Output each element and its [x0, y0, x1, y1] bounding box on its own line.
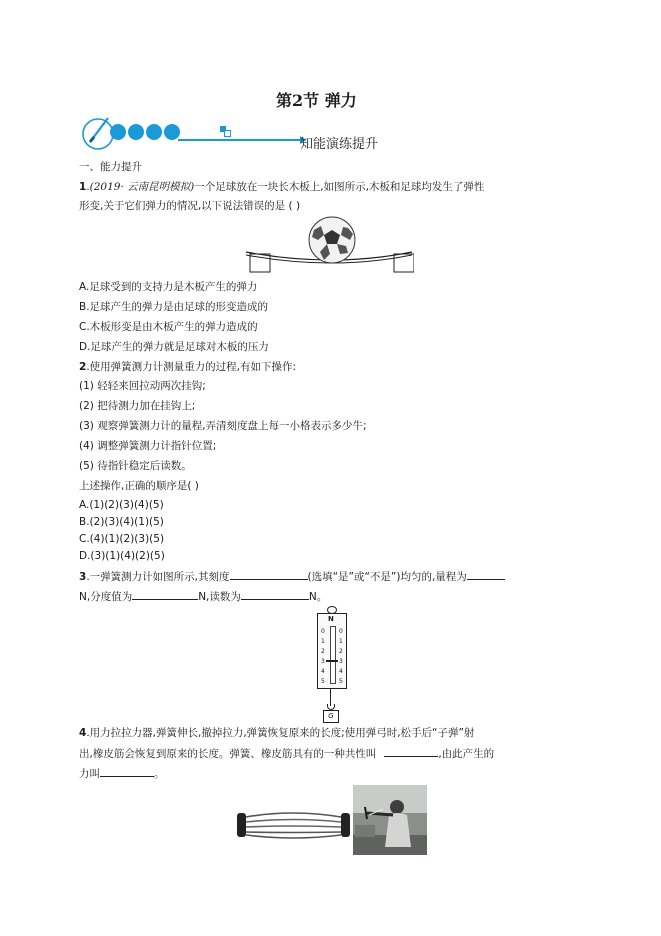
decor-dot-2 [128, 124, 144, 140]
scale-tick: 3 [321, 658, 325, 665]
q3-line2 [79, 589, 327, 604]
scale-tick: 1 [321, 638, 325, 645]
spring-scale-figure [315, 606, 349, 722]
q3-blank-uniform[interactable] [230, 569, 308, 580]
section-heading: 一、能力提升 [79, 161, 142, 173]
scale-tick-right: 1 [339, 638, 343, 645]
q1-stem-a: 一个足球放在一块长木板上,如图所示,木板和足球均发生了弹性 [194, 181, 485, 193]
decor-dot-3 [146, 124, 162, 140]
q4-line3-b: 。 [154, 768, 165, 780]
q4-line3 [79, 766, 165, 781]
q2-question: 上述操作,正确的顺序是( ) [79, 480, 199, 492]
q1-source: (2019· 云南昆明模拟) [89, 181, 195, 193]
scale-tick: 0 [321, 628, 325, 635]
chest-expander-figure [236, 805, 351, 845]
q2-option-a: A.(1)(2)(3)(4)(5) [79, 499, 164, 511]
q3-text-c: N,分度值为 [79, 591, 133, 603]
q1-option-a: A.足球受到的支持力是木板产生的弹力 [79, 281, 258, 293]
q2-step-5: (5) 待指针稳定后读数。 [79, 460, 192, 472]
q1-stem-line2: 形变,关于它们弹力的情况,以下说法错误的是 ( ) [79, 200, 301, 212]
q2-step-1: (1) 轻轻来回拉动两次挂钩; [79, 380, 206, 392]
q3-text-b: (选填“是”或“不是”)均匀的,量程为 [307, 571, 467, 583]
football-on-board-figure [244, 216, 414, 276]
q2-option-d: D.(3)(1)(4)(2)(5) [79, 550, 165, 562]
scale-slot [330, 626, 336, 684]
q3-line1: 3.一弹簧测力计如图所示,其刻度 (选填“是”或“不是”)均匀的,量程为 [79, 569, 505, 584]
decor-dot-1 [110, 124, 126, 140]
scale-tick-right: 2 [339, 648, 343, 655]
q4-blank-force[interactable] [100, 766, 154, 777]
q3-text-e: N。 [308, 591, 328, 603]
q1-option-b: B.足球产生的弹力是由足球的形变造成的 [79, 301, 269, 313]
q2-option-b: B.(2)(3)(4)(1)(5) [79, 516, 164, 528]
q3-blank-range[interactable] [467, 569, 505, 580]
banner-subtitle: 知能演练提升 [300, 137, 379, 152]
scale-unit: N [328, 615, 334, 623]
decor-squares-icon-2 [224, 130, 231, 137]
decor-dot-4 [164, 124, 180, 140]
scale-tick-right: 3 [339, 658, 343, 665]
q2-option-c: C.(4)(1)(2)(3)(5) [79, 533, 165, 545]
q4-number: 4 [79, 727, 87, 739]
slingshot-photo [353, 785, 427, 855]
page-title: 第2节 弹力 [276, 91, 357, 110]
q4-line2 [79, 746, 494, 761]
q1-number: 1 [79, 181, 87, 193]
scale-tick-right: 4 [339, 668, 343, 675]
q1-option-c: C.木板形变是由木板产生的弹力造成的 [79, 321, 258, 333]
q2-step-4: (4) 调整弹簧测力计指针位置; [79, 440, 217, 452]
q1-stem-line1: 1.(2019· 云南昆明模拟)一个足球放在一块长木板上,如图所示,木板和足球均发生了弹性 [79, 181, 485, 193]
q3-number: 3 [79, 571, 87, 583]
scale-pointer [326, 660, 338, 662]
scale-tick: 2 [321, 648, 325, 655]
scale-body [317, 613, 347, 689]
q2-step-3: (3) 观察弹簧测力计的量程,弄清刻度盘上每一小格表示多少牛; [79, 420, 367, 432]
q2-stem-text: 使用弹簧测力计测量重力的过程,有如下操作: [89, 361, 297, 373]
q4-line2-a: 出,橡皮筋会恢复到原来的长度。弹簧、橡皮筋具有的一种共性叫 [79, 748, 377, 760]
weight-block: G [323, 710, 339, 723]
section-banner [78, 112, 318, 152]
q2-stem: 2.使用弹簧测力计测量重力的过程,有如下操作: [79, 361, 297, 373]
scale-tick-right: 0 [339, 628, 343, 635]
scale-tick: 4 [321, 668, 325, 675]
banner-line [178, 139, 303, 141]
q3-text-d: N,读数为 [198, 591, 241, 603]
q4-line1: 4.用力拉拉力器,弹簧伸长,撤掉拉力,弹簧恢复原来的长度;使用弹弓时,松手后“子弹”射 [79, 727, 475, 739]
q4-line1-text: 用力拉拉力器,弹簧伸长,撤掉拉力,弹簧恢复原来的长度;使用弹弓时,松手后“子弹”射 [89, 727, 475, 739]
scale-tick-right: 5 [339, 678, 343, 685]
q4-blank-property[interactable] [384, 746, 438, 757]
q2-number: 2 [79, 361, 87, 373]
q4-line2-b: ,由此产生的 [438, 748, 495, 760]
q4-line3-a: 力叫 [79, 768, 100, 780]
scale-tick: 5 [321, 678, 325, 685]
q3-blank-reading[interactable] [241, 589, 309, 600]
q3-blank-division[interactable] [132, 589, 198, 600]
q2-step-2: (2) 把待测力加在挂钩上; [79, 400, 196, 412]
q3-text-a: 一弹簧测力计如图所示,其刻度 [89, 571, 230, 583]
q1-option-d: D.足球产生的弹力就是足球对木板的压力 [79, 341, 269, 353]
